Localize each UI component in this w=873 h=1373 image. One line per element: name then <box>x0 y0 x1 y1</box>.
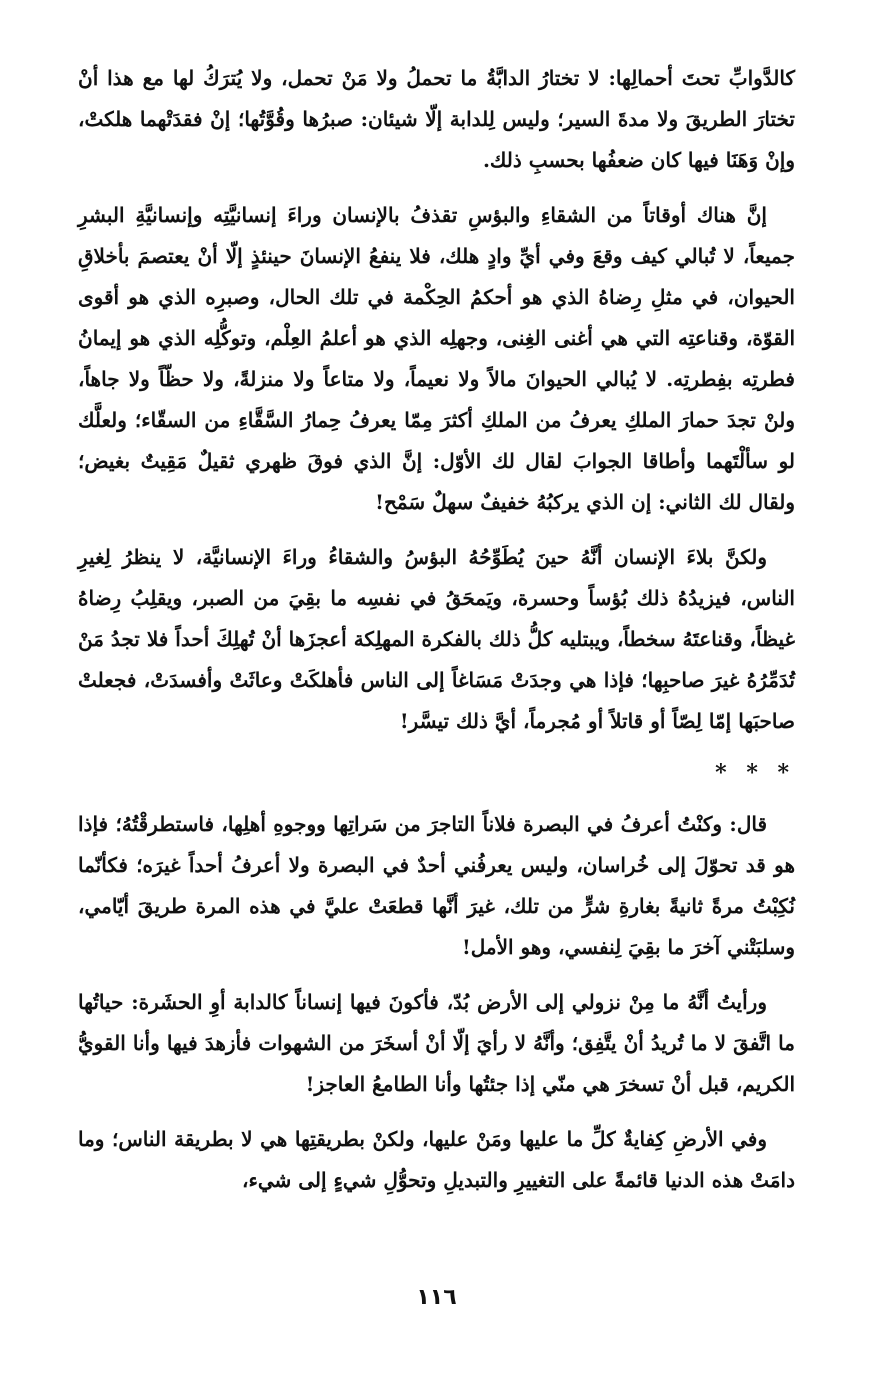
paragraph-2: إنَّ هناك أوقاتاً من الشقاءِ والبؤسِ تقذفُ بالإنسان وراءَ إنسانيَّتِه وإنسانيَّةِ البشرِ جميعاً، لا تُبالي كيف وقعَ وفي أيِّ وادٍ هلك، فلا ينفعُ الإنسانَ حينئذٍ إلّا أنْ يعتصمَ بأخلاقِ الحيوان، في مثلِ رِضاهُ الذي هو أحكمُ الحِكْمة في تلك الحال، وصبرِه الذي هو أقوى القوّة، وقناعتِه التي هي أغنى الغِنى، وجهلِه الذي هو أعلمُ العِلْم، وتوكُّلِه الذي هو إيمانُ فطرتِه بفِطرتِه. لا يُبالي الحيوانَ مالاً ولا نعيماً، ولا متاعاً ولا منزلةً، ولا حظّاً ولا جاهاً، ولنْ تجدَ حمارَ الملكِ يعرفُ من الملكِ أكثرَ مِمّا يعرفُ حِمارُ السَّقَّاءِ من السقّاء؛ ولعلَّك لو سألْتَهما وأطاقا الجوابَ لقال لك الأوّل: إنَّ الذي فوقَ ظهري ثقيلٌ مَقِيتٌ بغيض؛ ولقال لك الثاني: إن الذي يركبُهُ خفيفٌ سهلٌ سَمْح! <box>78 203 795 514</box>
book-page <box>78 58 795 1313</box>
page-number: ١١٦ <box>416 1285 457 1310</box>
paragraph-6: وفي الأرضِ كِفايةٌ كلِّ ما عليها ومَنْ عليها، ولكنْ بطريقتِها هي لا بطريقة الناس؛ وما دامَتْ هذه الدنيا قائمةً على التغييرِ والتبديلِ وتحوُّلِ شيءٍ إلى شيء، <box>78 1127 795 1192</box>
paragraph-1: كالدَّوابِّ تحتَ أحمالِها: لا تختارُ الدابَّةُ ما تحملُ ولا مَنْ تحمل، ولا يُترَكُ لها مع هذا أنْ تختارَ الطريقَ ولا مدةَ السير؛ وليس لِلدابة إلّا شيئان: صبرُها وقُوَّتُها؛ إنْ فقدَتْهما هلكتْ، وإنْ وَهَنَا فيها كان ضعفُها بحسبِ ذلك. <box>78 66 795 172</box>
page-body <box>78 58 795 1201</box>
paragraph-4: قال: وكنْتُ أعرفُ في البصرة فلاناً التاجرَ من سَراتِها ووجوهِ أهلِها، فاستطرقْتُهُ؛ فإذا هو قد تحوّلَ إلى خُراسان، وليس يعرفُني أحدٌ في البصرة ولا أعرفُ أحداً غيرَه؛ فكأنّما نُكِبْتُ مرةً ثانيةً بغارةِ شرٍّ من تلك، غيرَ أنَّها قطعَتْ عليَّ في هذه المرة طريقَ أيّامي، وسلبَتْني آخرَ ما بقِيَ لِنفسي، وهو الأمل! <box>78 812 795 959</box>
section-separator: * * * <box>715 760 795 786</box>
paragraph-5: ورأيتُ أنَّهُ ما مِنْ نزولي إلى الأرض بُدّ، فأكونَ فيها إنساناً كالدابة أوِ الحشَرة: حياتُها ما اتَّفقَ لا ما تُريدُ أنْ يتَّفِق؛ وأنَّهُ لا رأيَ إلّا أنْ أسخَرَ من الشهوات فأزهدَ فيها وأنا القويُّ الكريم، قبل أنْ تسخرَ هي منّي إذا جئتُها وأنا الطامعُ العاجز! <box>78 990 795 1096</box>
paragraph-3: ولكنَّ بلاءَ الإنسان أنَّهُ حينَ يُطَوِّحُهُ البؤسُ والشقاءُ وراءَ الإنسانيَّة، لا ينظرُ لِغيرِ الناس، فيزيدُهُ ذلك بُؤساً وحسرة، ويَمحَقُ في نفسِه ما بقِيَ من الصبر، ويقلِبُ رِضاهُ غيظاً، وقناعتَهُ سخطاً، ويبتليه كلُّ ذلك بالفكرة المهلِكة أعجزَها أنْ تُهلِكَ أحداً فلا تجدُ مَنْ تُدَمِّرُهُ غيرَ صاحبِها؛ فإذا هي وجدَتْ مَسَاغاً إلى الناس فأهلكَتْ وعاثَتْ وأفسدَتْ، فجعلتْ صاحبَها إمّا لِصّاً أو قاتلاً أو مُجرماً، أيَّ ذلك تيسَّر! <box>77 545 795 733</box>
